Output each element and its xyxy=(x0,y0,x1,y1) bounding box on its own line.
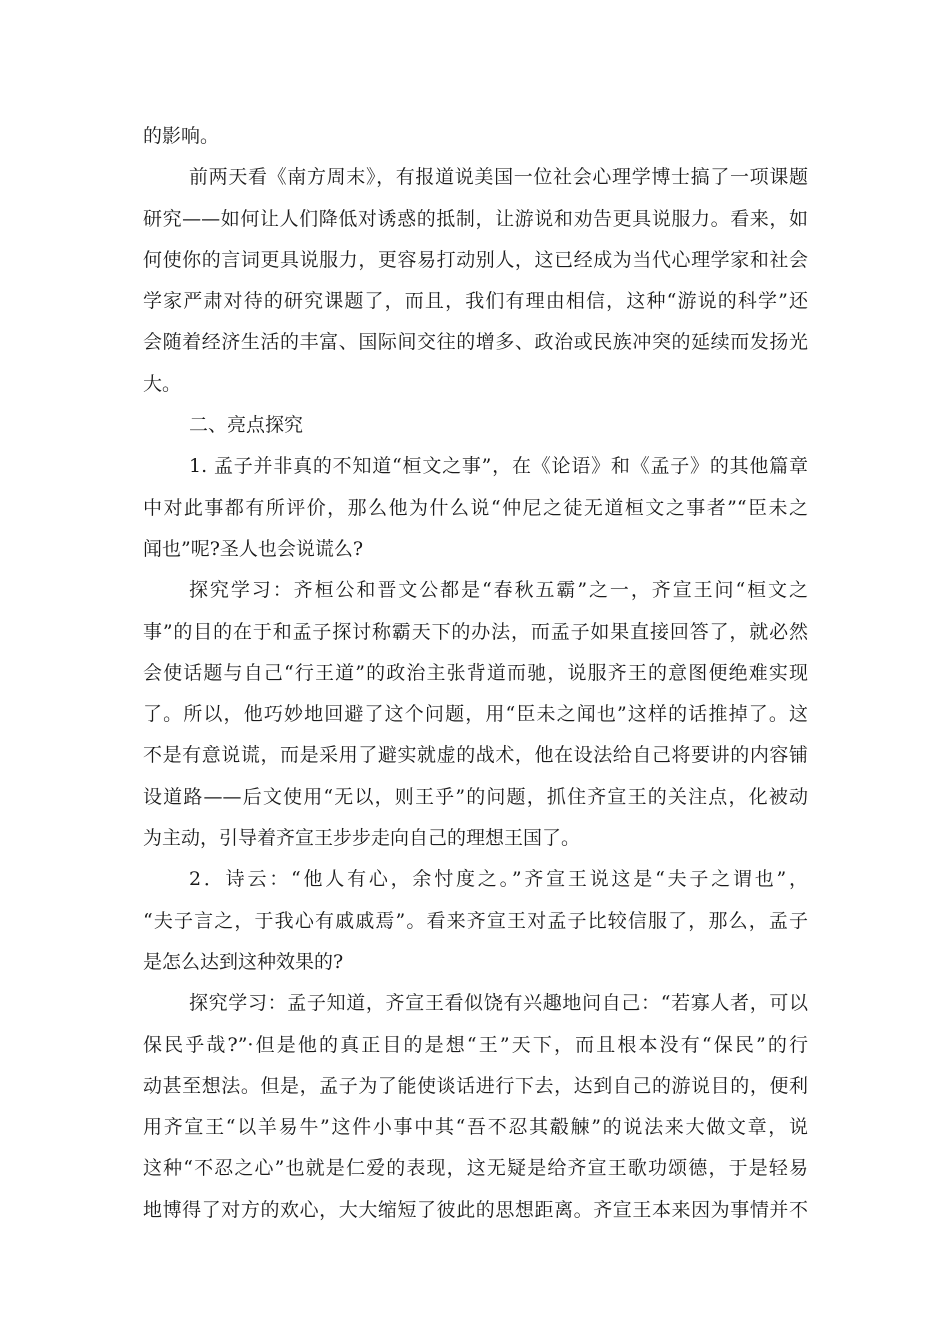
text-line: 闻也”呢?圣人也会说谎么? xyxy=(143,537,364,560)
text-line: 了。所以，他巧妙地回避了这个问题，用“臣未之闻也”这样的话推掉了。这 xyxy=(143,703,808,726)
text-line: 大。 xyxy=(143,372,182,395)
text-line: 1. 孟子并非真的不知道“桓文之事”，在《论语》和《孟子》的其他篇章 xyxy=(189,455,808,478)
text-line: 中对此事都有所评价，那么他为什么说“仲尼之徒无道桓文之事者”“臣未之 xyxy=(143,496,808,519)
text-line: 动甚至想法。但是，孟子为了能使谈话进行下去，达到自己的游说目的，便利 xyxy=(143,1074,808,1097)
text-line: 2．诗云：“他人有心，余忖度之。”齐宣王说这是“夫子之谓也”， xyxy=(189,868,808,891)
text-line: 会使话题与自己“行王道”的政治主张背道而驰，说服齐王的意图便绝难实现 xyxy=(143,661,808,684)
text-line: 二、亮点探究 xyxy=(189,414,304,437)
text-line: 探究学习：齐桓公和晋文公都是“春秋五霸”之一，齐宣王问“桓文之 xyxy=(189,579,808,602)
text-line: 事”的目的在于和孟子探讨称霸天下的办法，而孟子如果直接回答了，就必然 xyxy=(143,620,808,643)
text-line: 保民乎哉?”·但是他的真正目的是想“王”天下，而且根本没有“保民”的行 xyxy=(143,1033,808,1056)
text-line: 会随着经济生活的丰富、国际间交往的增多、政治或民族冲突的延续而发扬光 xyxy=(143,331,808,354)
text-line: 前两天看《南方周末》，有报道说美国一位社会心理学博士搞了一项课题 xyxy=(189,166,808,189)
text-line: 探究学习：孟子知道，齐宣王看似饶有兴趣地问自己：“若寡人者，可以 xyxy=(189,992,808,1015)
text-line: 何使你的言词更具说服力，更容易打动别人，这已经成为当代心理学家和社会 xyxy=(143,248,808,271)
text-line: 学家严肃对待的研究课题了，而且，我们有理由相信，这种“游说的科学”还 xyxy=(143,290,808,313)
text-line: 设道路——后文使用“无以，则王乎”的问题，抓住齐宣王的关注点，化被动 xyxy=(143,785,808,808)
text-line: 用齐宣王“以羊易牛”这件小事中其“吾不忍其觳觫”的说法来大做文章，说 xyxy=(143,1116,808,1139)
text-line: 是怎么达到这种效果的? xyxy=(143,950,344,973)
text-line: 地博得了对方的欢心，大大缩短了彼此的思想距离。齐宣王本来因为事情并不 xyxy=(143,1198,808,1221)
document-page xyxy=(143,116,808,1231)
text-line: 为主动，引导着齐宣王步步走向自己的理想王国了。 xyxy=(143,827,581,850)
text-line: “夫子言之，于我心有戚戚焉”。看来齐宣王对孟子比较信服了，那么，孟子 xyxy=(143,909,808,932)
text-line: 不是有意说谎，而是采用了避实就虚的战术，他在设法给自己将要讲的内容铺 xyxy=(143,744,808,767)
text-line: 这种“不忍之心”也就是仁爱的表现，这无疑是给齐宣王歌功颂德，于是轻易 xyxy=(143,1157,808,1180)
text-line: 研究——如何让人们降低对诱惑的抵制，让游说和劝告更具说服力。看来，如 xyxy=(143,207,808,230)
text-line: 的影响。 xyxy=(143,125,220,147)
